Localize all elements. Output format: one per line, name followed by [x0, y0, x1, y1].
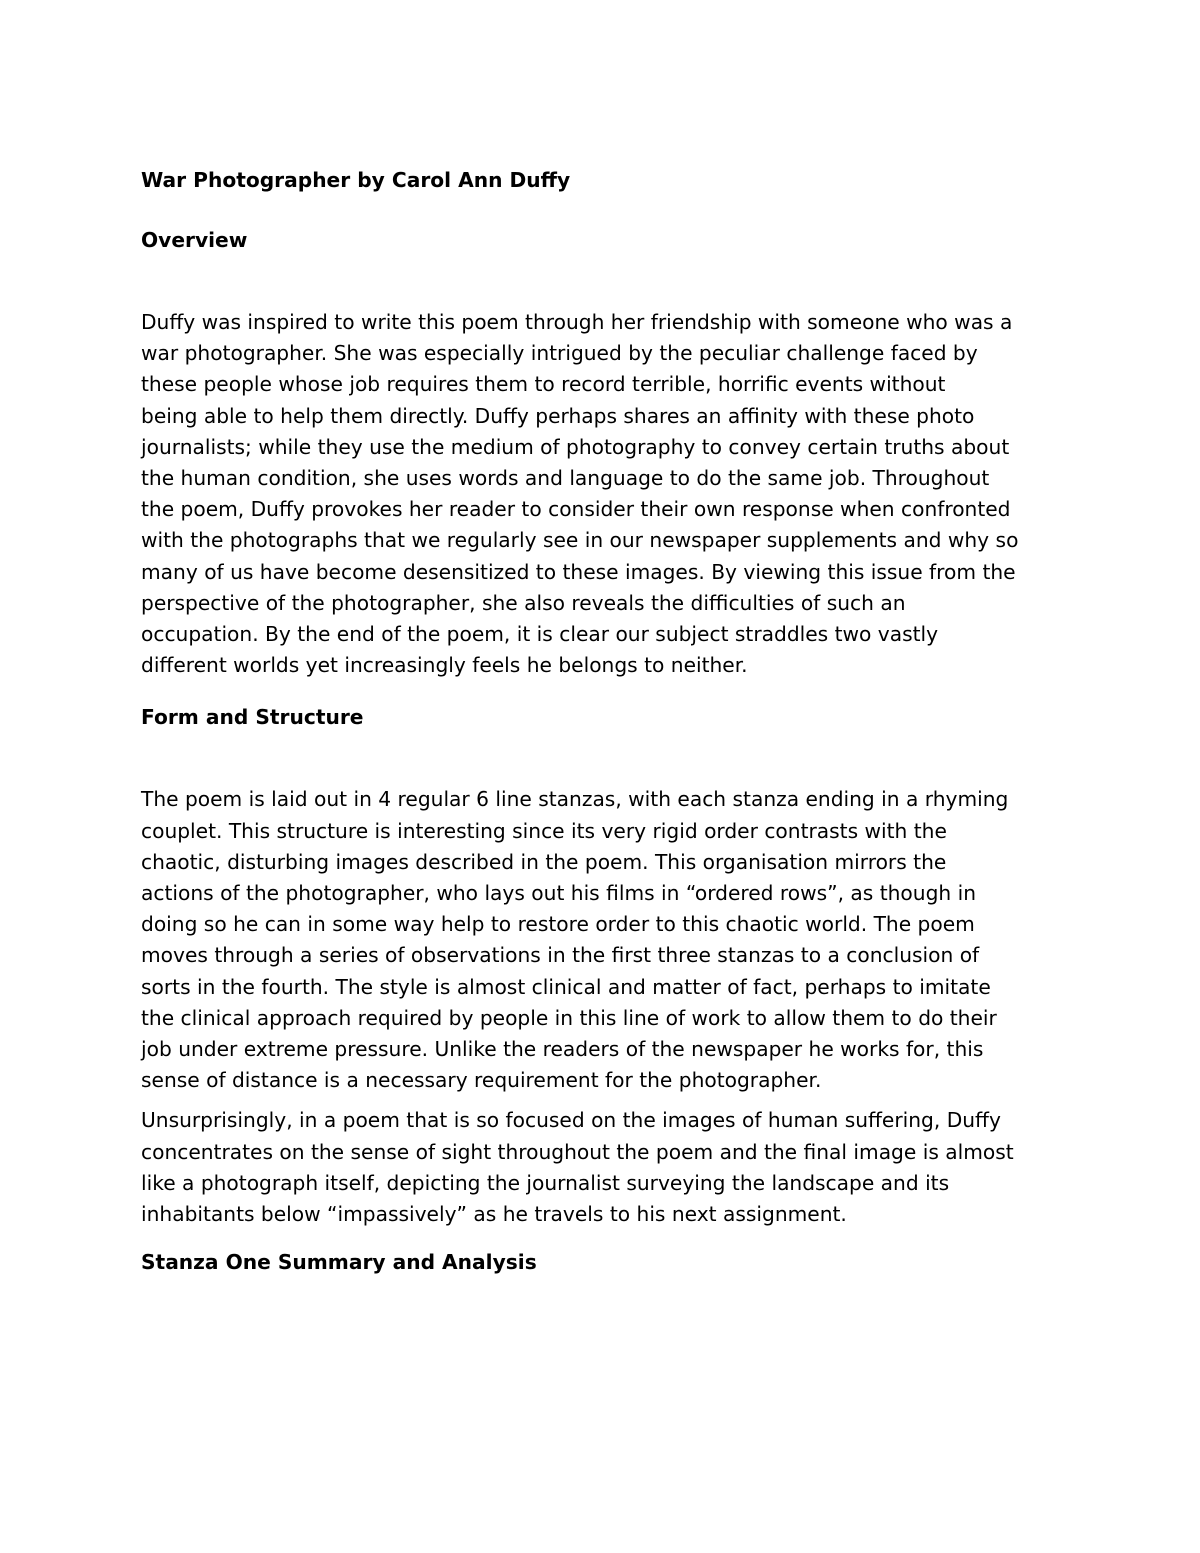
overview-heading: Overview — [141, 228, 248, 252]
document-title: War Photographer by Carol Ann Duffy — [141, 168, 571, 192]
overview-paragraph — [141, 307, 1061, 681]
form-structure-heading: Form and Structure — [141, 705, 364, 730]
text-line: actions of the photographer, who lays out his films in “ordered rows”, as though in — [141, 881, 977, 906]
text-line: chaotic, disturbing images described in the poem. This organisation mirrors the — [141, 849, 947, 874]
text-line: doing so he can in some way help to restore order to this chaotic world. The poem — [141, 912, 975, 937]
text-line: journalists; while they use the medium of photography to convey certain truths about — [141, 434, 1010, 459]
document-page — [141, 160, 1061, 1282]
text-line: job under extreme pressure. Unlike the readers of the newspaper he works for, this — [141, 1037, 984, 1062]
text-line: war photographer. She was especially intrigued by the peculiar challenge faced by — [141, 341, 978, 366]
text-line: different worlds yet increasingly feels he belongs to neither. — [141, 653, 748, 678]
stanza-one-heading: Stanza One Summary and Analysis — [141, 1250, 537, 1275]
text-line: perspective of the photographer, she also reveals the difficulties of such an — [141, 590, 906, 615]
text-line: many of us have become desensitized to these images. By viewing this issue from the — [141, 559, 1016, 584]
text-line: couplet. This structure is interesting since its very rigid order contrasts with the — [141, 818, 947, 843]
text-line: inhabitants below “impassively” as he travels to his next assignment. — [141, 1202, 847, 1227]
text-line: being able to help them directly. Duffy perhaps shares an affinity with these photo — [141, 403, 975, 428]
text-line: sorts in the fourth. The style is almost clinical and matter of fact, perhaps to imitate — [141, 974, 991, 999]
text-line: the clinical approach required by people in this line of work to allow them to do their — [141, 1005, 997, 1030]
text-line: with the photographs that we regularly see in our newspaper supplements and why so — [141, 528, 1019, 553]
text-line: sense of distance is a necessary requirement for the photographer. — [141, 1068, 822, 1093]
form-structure-paragraph-2 — [141, 1105, 1061, 1230]
text-line: these people whose job requires them to record terrible, horrific events without — [141, 372, 946, 397]
form-structure-paragraph-1 — [141, 784, 1061, 1096]
text-line: moves through a series of observations in the first three stanzas to a conclusion of — [141, 943, 980, 968]
text-line: the poem, Duffy provokes her reader to consider their own response when confronted — [141, 497, 1011, 522]
text-line: Unsurprisingly, in a poem that is so focused on the images of human suffering, Duffy — [141, 1108, 1001, 1133]
text-line: Duffy was inspired to write this poem through her friendship with someone who was a — [141, 310, 1013, 334]
text-line: like a photograph itself, depicting the journalist surveying the landscape and its — [141, 1170, 950, 1195]
text-line: the human condition, she uses words and language to do the same job. Throughout — [141, 466, 990, 491]
text-line: The poem is laid out in 4 regular 6 line stanzas, with each stanza ending in a rhyming — [141, 787, 1009, 812]
text-line: concentrates on the sense of sight throughout the poem and the final image is almost — [141, 1139, 1014, 1164]
text-line: occupation. By the end of the poem, it is clear our subject straddles two vastly — [141, 622, 939, 647]
